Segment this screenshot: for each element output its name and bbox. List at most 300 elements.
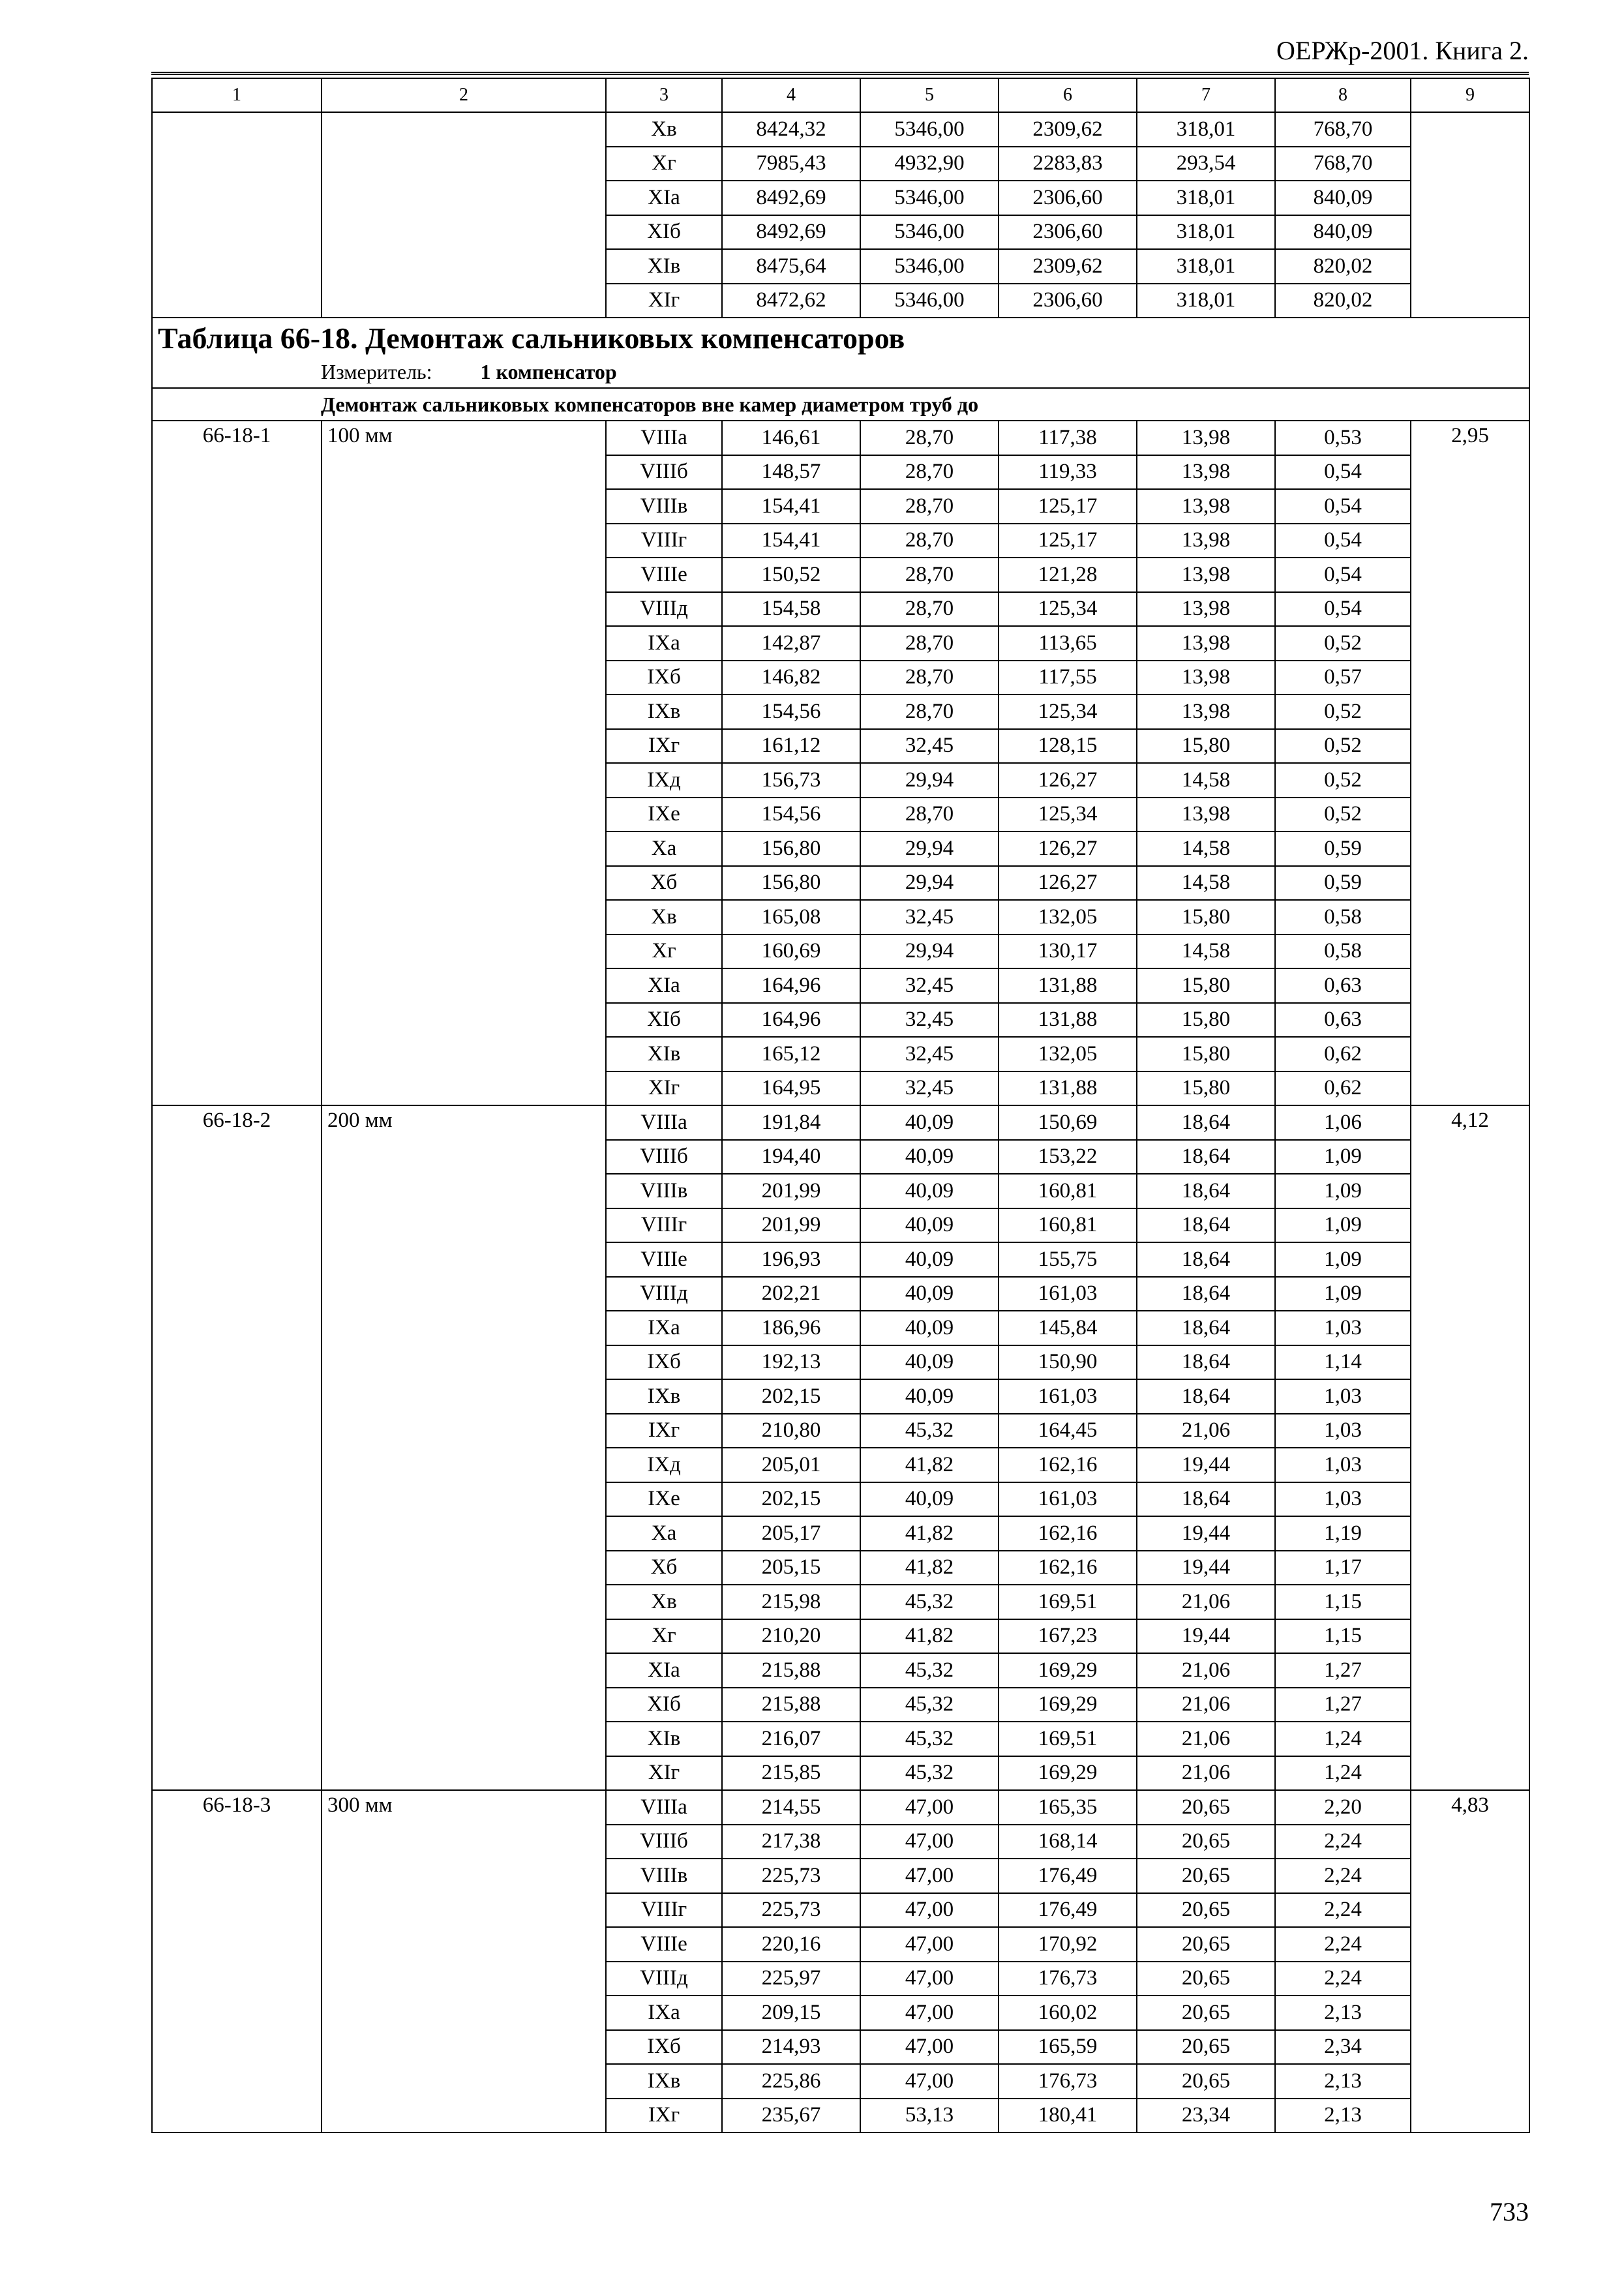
zone-cell: IXa	[606, 1311, 722, 1345]
wages-cell: 41,82	[860, 1516, 999, 1551]
labor-cost-cell: 2,95	[1411, 421, 1529, 1105]
materials-cell: 2,20	[1275, 1790, 1411, 1825]
machines-cell: 126,27	[999, 866, 1137, 901]
zone-cell: VIIIг	[606, 524, 722, 558]
materials-cell: 2,24	[1275, 1893, 1411, 1928]
machines-cell: 176,49	[999, 1859, 1137, 1893]
operator-wages-cell: 20,65	[1137, 1825, 1275, 1859]
materials-cell: 0,57	[1275, 661, 1411, 695]
materials-cell: 0,63	[1275, 968, 1411, 1003]
materials-cell: 1,15	[1275, 1619, 1411, 1654]
operator-wages-cell: 15,80	[1137, 1003, 1275, 1038]
operator-wages-cell: 318,01	[1137, 215, 1275, 250]
zone-cell: XIг	[606, 1756, 722, 1791]
machines-cell: 132,05	[999, 900, 1137, 935]
column-number-cell: 3	[606, 78, 722, 112]
materials-cell: 0,52	[1275, 763, 1411, 798]
total-cost-cell: 215,98	[722, 1585, 860, 1619]
operator-wages-cell: 18,64	[1137, 1105, 1275, 1140]
total-cost-cell: 225,86	[722, 2064, 860, 2099]
total-cost-cell: 142,87	[722, 626, 860, 661]
wages-cell: 28,70	[860, 489, 999, 524]
zone-cell: Xв	[606, 112, 722, 147]
operator-wages-cell: 15,80	[1137, 729, 1275, 764]
table-row	[152, 112, 1529, 147]
zone-cell: VIIIe	[606, 1927, 722, 1962]
operator-wages-cell: 21,06	[1137, 1722, 1275, 1756]
materials-cell: 1,03	[1275, 1448, 1411, 1482]
materials-cell: 820,02	[1275, 284, 1411, 318]
column-number-cell: 7	[1137, 78, 1275, 112]
materials-cell: 0,54	[1275, 455, 1411, 490]
total-cost-cell: 235,67	[722, 2099, 860, 2133]
wages-cell: 47,00	[860, 1825, 999, 1859]
wages-cell: 40,09	[860, 1482, 999, 1517]
zone-cell: VIIIe	[606, 558, 722, 592]
total-cost-cell: 225,97	[722, 1962, 860, 1996]
machines-cell: 2306,60	[999, 181, 1137, 215]
zone-cell: XIa	[606, 181, 722, 215]
operator-wages-cell: 15,80	[1137, 1071, 1275, 1106]
zone-cell: XIa	[606, 1653, 722, 1688]
machines-cell: 117,38	[999, 421, 1137, 455]
total-cost-cell: 148,57	[722, 455, 860, 490]
materials-cell: 1,24	[1275, 1756, 1411, 1791]
materials-cell: 2,34	[1275, 2030, 1411, 2065]
zone-cell: VIIIб	[606, 1825, 722, 1859]
materials-cell: 1,27	[1275, 1688, 1411, 1722]
operator-wages-cell: 20,65	[1137, 1962, 1275, 1996]
wages-cell: 45,32	[860, 1585, 999, 1619]
machines-cell: 180,41	[999, 2099, 1137, 2133]
materials-cell: 0,52	[1275, 626, 1411, 661]
materials-cell: 2,24	[1275, 1859, 1411, 1893]
operator-wages-cell: 13,98	[1137, 626, 1275, 661]
header-divider	[151, 72, 1529, 75]
total-cost-cell: 161,12	[722, 729, 860, 764]
machines-cell: 126,27	[999, 763, 1137, 798]
total-cost-cell: 146,61	[722, 421, 860, 455]
materials-cell: 1,17	[1275, 1551, 1411, 1585]
wages-cell: 29,94	[860, 763, 999, 798]
wages-cell: 47,00	[860, 1927, 999, 1962]
total-cost-cell: 225,73	[722, 1859, 860, 1893]
total-cost-cell: 8492,69	[722, 215, 860, 250]
operator-wages-cell: 20,65	[1137, 1859, 1275, 1893]
machines-cell: 161,03	[999, 1482, 1137, 1517]
wages-cell: 45,32	[860, 1722, 999, 1756]
materials-cell: 0,58	[1275, 900, 1411, 935]
materials-cell: 1,06	[1275, 1105, 1411, 1140]
materials-cell: 1,09	[1275, 1174, 1411, 1208]
zone-cell: Xв	[606, 1585, 722, 1619]
machines-cell: 161,03	[999, 1379, 1137, 1414]
norm-code-cell: 66-18-1	[152, 421, 322, 1105]
total-cost-cell: 205,01	[722, 1448, 860, 1482]
machines-cell: 131,88	[999, 1003, 1137, 1038]
zone-cell: IXe	[606, 1482, 722, 1517]
machines-cell: 2306,60	[999, 215, 1137, 250]
materials-cell: 0,53	[1275, 421, 1411, 455]
operator-wages-cell: 14,58	[1137, 866, 1275, 901]
operator-wages-cell: 293,54	[1137, 147, 1275, 181]
total-cost-cell: 8472,62	[722, 284, 860, 318]
zone-cell: IXб	[606, 661, 722, 695]
materials-cell: 1,03	[1275, 1379, 1411, 1414]
zone-cell: VIIIв	[606, 1859, 722, 1893]
machines-cell: 161,03	[999, 1277, 1137, 1311]
operator-wages-cell: 19,44	[1137, 1619, 1275, 1654]
total-cost-cell: 154,56	[722, 798, 860, 832]
zone-cell: VIIIг	[606, 1893, 722, 1928]
materials-cell: 2,13	[1275, 2064, 1411, 2099]
operator-wages-cell: 318,01	[1137, 112, 1275, 147]
wages-cell: 28,70	[860, 421, 999, 455]
materials-cell: 0,54	[1275, 489, 1411, 524]
wages-cell: 32,45	[860, 1003, 999, 1038]
machines-cell: 165,59	[999, 2030, 1137, 2065]
operator-wages-cell: 19,44	[1137, 1551, 1275, 1585]
materials-cell: 1,15	[1275, 1585, 1411, 1619]
wages-cell: 28,70	[860, 455, 999, 490]
materials-cell: 768,70	[1275, 112, 1411, 147]
operator-wages-cell: 18,64	[1137, 1208, 1275, 1243]
operator-wages-cell: 13,98	[1137, 695, 1275, 729]
wages-cell: 40,09	[860, 1208, 999, 1243]
zone-cell: IXe	[606, 798, 722, 832]
zone-cell: VIIIa	[606, 1790, 722, 1825]
total-cost-cell: 164,95	[722, 1071, 860, 1106]
materials-cell: 2,24	[1275, 1825, 1411, 1859]
materials-cell: 840,09	[1275, 215, 1411, 250]
zone-cell: Xг	[606, 935, 722, 969]
machines-cell: 150,90	[999, 1345, 1137, 1380]
total-cost-cell: 215,85	[722, 1756, 860, 1791]
measure-unit: 1 компенсатор	[480, 360, 617, 383]
total-cost-cell: 192,13	[722, 1345, 860, 1380]
wages-cell: 32,45	[860, 1037, 999, 1071]
wages-cell: 5346,00	[860, 249, 999, 284]
wages-cell: 40,09	[860, 1379, 999, 1414]
operator-wages-cell: 15,80	[1137, 968, 1275, 1003]
zone-cell: IXв	[606, 695, 722, 729]
machines-cell: 119,33	[999, 455, 1137, 490]
total-cost-cell: 202,15	[722, 1482, 860, 1517]
wages-cell: 5346,00	[860, 181, 999, 215]
operator-wages-cell: 18,64	[1137, 1242, 1275, 1277]
materials-cell: 840,09	[1275, 181, 1411, 215]
machines-cell: 160,02	[999, 1996, 1137, 2030]
total-cost-cell: 156,80	[722, 831, 860, 866]
operator-wages-cell: 18,64	[1137, 1379, 1275, 1414]
total-cost-cell: 160,69	[722, 935, 860, 969]
machines-cell: 170,92	[999, 1927, 1137, 1962]
zone-cell: IXд	[606, 763, 722, 798]
zone-cell: IXв	[606, 2064, 722, 2099]
materials-cell: 0,52	[1275, 729, 1411, 764]
machines-cell: 150,69	[999, 1105, 1137, 1140]
column-number-cell: 5	[860, 78, 999, 112]
wages-cell: 40,09	[860, 1345, 999, 1380]
materials-cell: 0,52	[1275, 798, 1411, 832]
zone-cell: IXг	[606, 1414, 722, 1448]
operator-wages-cell: 19,44	[1137, 1448, 1275, 1482]
operator-wages-cell: 18,64	[1137, 1277, 1275, 1311]
zone-cell: VIIIд	[606, 592, 722, 627]
zone-cell: IXд	[606, 1448, 722, 1482]
operator-wages-cell: 13,98	[1137, 661, 1275, 695]
machines-cell: 160,81	[999, 1174, 1137, 1208]
wages-cell: 47,00	[860, 1996, 999, 2030]
machines-cell: 169,29	[999, 1756, 1137, 1791]
table-row	[152, 421, 1529, 455]
operator-wages-cell: 20,65	[1137, 2064, 1275, 2099]
wages-cell: 28,70	[860, 695, 999, 729]
zone-cell: Xг	[606, 1619, 722, 1654]
machines-cell: 130,17	[999, 935, 1137, 969]
machines-cell: 113,65	[999, 626, 1137, 661]
machines-cell: 162,16	[999, 1516, 1137, 1551]
zone-cell: XIв	[606, 249, 722, 284]
operator-wages-cell: 14,58	[1137, 935, 1275, 969]
machines-cell: 125,34	[999, 695, 1137, 729]
machines-cell: 169,29	[999, 1653, 1137, 1688]
zone-cell: IXг	[606, 2099, 722, 2133]
total-cost-cell: 214,93	[722, 2030, 860, 2065]
wages-cell: 32,45	[860, 1071, 999, 1106]
total-cost-cell: 194,40	[722, 1140, 860, 1174]
wages-cell: 29,94	[860, 935, 999, 969]
zone-cell: VIIIa	[606, 1105, 722, 1140]
wages-cell: 47,00	[860, 1893, 999, 1928]
total-cost-cell: 225,73	[722, 1893, 860, 1928]
operator-wages-cell: 18,64	[1137, 1311, 1275, 1345]
operator-wages-cell: 13,98	[1137, 524, 1275, 558]
machines-cell: 169,51	[999, 1722, 1137, 1756]
wages-cell: 45,32	[860, 1414, 999, 1448]
wages-cell: 28,70	[860, 661, 999, 695]
total-cost-cell: 215,88	[722, 1688, 860, 1722]
total-cost-cell: 201,99	[722, 1174, 860, 1208]
operator-wages-cell: 318,01	[1137, 249, 1275, 284]
operator-wages-cell: 21,06	[1137, 1688, 1275, 1722]
wages-cell: 28,70	[860, 592, 999, 627]
table-subtitle: Демонтаж сальниковых компенсаторов вне камер диаметром труб до	[321, 392, 979, 416]
wages-cell: 53,13	[860, 2099, 999, 2133]
materials-cell: 0,62	[1275, 1071, 1411, 1106]
column-numbers-row	[152, 78, 1529, 112]
zone-cell: Xa	[606, 1516, 722, 1551]
table-row	[152, 1790, 1529, 1825]
machines-cell: 125,17	[999, 524, 1137, 558]
wages-cell: 40,09	[860, 1311, 999, 1345]
operator-wages-cell: 21,06	[1137, 1414, 1275, 1448]
column-number-cell: 2	[322, 78, 606, 112]
zone-cell: VIIIб	[606, 455, 722, 490]
operator-wages-cell: 21,06	[1137, 1756, 1275, 1791]
zone-cell: Xб	[606, 1551, 722, 1585]
machines-cell: 164,45	[999, 1414, 1137, 1448]
materials-cell: 0,58	[1275, 935, 1411, 969]
operator-wages-cell: 14,58	[1137, 831, 1275, 866]
machines-cell: 162,16	[999, 1551, 1137, 1585]
zone-cell: IXa	[606, 1996, 722, 2030]
total-cost-cell: 201,99	[722, 1208, 860, 1243]
wages-cell: 29,94	[860, 866, 999, 901]
norm-description-cell: 100 мм	[322, 421, 606, 1105]
operator-wages-cell: 21,06	[1137, 1585, 1275, 1619]
materials-cell: 1,09	[1275, 1208, 1411, 1243]
zone-cell: Xг	[606, 147, 722, 181]
materials-cell: 2,13	[1275, 1996, 1411, 2030]
wages-cell: 40,09	[860, 1174, 999, 1208]
measure-row	[152, 357, 1529, 388]
total-cost-cell: 154,41	[722, 489, 860, 524]
materials-cell: 0,54	[1275, 558, 1411, 592]
materials-cell: 0,54	[1275, 592, 1411, 627]
zone-cell: XIб	[606, 215, 722, 250]
zone-cell: VIIIд	[606, 1962, 722, 1996]
materials-cell: 1,09	[1275, 1140, 1411, 1174]
materials-cell: 1,09	[1275, 1277, 1411, 1311]
machines-cell: 117,55	[999, 661, 1137, 695]
total-cost-cell: 217,38	[722, 1825, 860, 1859]
materials-cell: 2,13	[1275, 2099, 1411, 2133]
total-cost-cell: 210,20	[722, 1619, 860, 1654]
zone-cell: Xв	[606, 900, 722, 935]
labor-cell	[1411, 112, 1529, 318]
machines-cell: 126,27	[999, 831, 1137, 866]
total-cost-cell: 165,12	[722, 1037, 860, 1071]
zone-cell: VIIIe	[606, 1242, 722, 1277]
zone-cell: Xб	[606, 866, 722, 901]
total-cost-cell: 202,15	[722, 1379, 860, 1414]
wages-cell: 41,82	[860, 1551, 999, 1585]
total-cost-cell: 146,82	[722, 661, 860, 695]
total-cost-cell: 220,16	[722, 1927, 860, 1962]
machines-cell: 169,51	[999, 1585, 1137, 1619]
total-cost-cell: 150,52	[722, 558, 860, 592]
machines-cell: 2283,83	[999, 147, 1137, 181]
materials-cell: 0,52	[1275, 695, 1411, 729]
machines-cell: 168,14	[999, 1825, 1137, 1859]
materials-cell: 1,27	[1275, 1653, 1411, 1688]
zone-cell: XIг	[606, 1071, 722, 1106]
total-cost-cell: 191,84	[722, 1105, 860, 1140]
materials-cell: 0,59	[1275, 831, 1411, 866]
operator-wages-cell: 18,64	[1137, 1345, 1275, 1380]
measure-cell	[152, 357, 1529, 388]
labor-cost-cell: 4,12	[1411, 1105, 1529, 1790]
total-cost-cell: 216,07	[722, 1722, 860, 1756]
zone-cell: VIIIa	[606, 421, 722, 455]
zone-cell: IXв	[606, 1379, 722, 1414]
machines-cell: 167,23	[999, 1619, 1137, 1654]
total-cost-cell: 154,58	[722, 592, 860, 627]
materials-cell: 2,24	[1275, 1962, 1411, 1996]
wages-cell: 29,94	[860, 831, 999, 866]
total-cost-cell: 164,96	[722, 968, 860, 1003]
document-header-title: ОЕРЖр-2001. Книга 2.	[1276, 36, 1529, 65]
wages-cell: 47,00	[860, 2064, 999, 2099]
description-cell	[322, 112, 606, 318]
norm-description-cell: 200 мм	[322, 1105, 606, 1790]
total-cost-cell: 209,15	[722, 1996, 860, 2030]
total-cost-cell: 205,15	[722, 1551, 860, 1585]
zone-cell: IXб	[606, 1345, 722, 1380]
operator-wages-cell: 318,01	[1137, 181, 1275, 215]
operator-wages-cell: 20,65	[1137, 2030, 1275, 2065]
wages-cell: 5346,00	[860, 112, 999, 147]
subtitle-cell	[152, 388, 1529, 421]
total-cost-cell: 154,41	[722, 524, 860, 558]
materials-cell: 2,24	[1275, 1927, 1411, 1962]
machines-cell: 121,28	[999, 558, 1137, 592]
machines-cell: 131,88	[999, 968, 1137, 1003]
materials-cell: 1,24	[1275, 1722, 1411, 1756]
machines-cell: 176,73	[999, 2064, 1137, 2099]
operator-wages-cell: 20,65	[1137, 1893, 1275, 1928]
page-number: 733	[1490, 2197, 1529, 2226]
operator-wages-cell: 20,65	[1137, 1927, 1275, 1962]
total-cost-cell: 8475,64	[722, 249, 860, 284]
operator-wages-cell: 15,80	[1137, 900, 1275, 935]
materials-cell: 0,59	[1275, 866, 1411, 901]
materials-cell: 0,62	[1275, 1037, 1411, 1071]
materials-cell: 1,03	[1275, 1482, 1411, 1517]
zone-cell: VIIIв	[606, 1174, 722, 1208]
wages-cell: 47,00	[860, 2030, 999, 2065]
machines-cell: 145,84	[999, 1311, 1137, 1345]
machines-cell: 125,34	[999, 592, 1137, 627]
total-cost-cell: 154,56	[722, 695, 860, 729]
wages-cell: 28,70	[860, 626, 999, 661]
total-cost-cell: 205,17	[722, 1516, 860, 1551]
wages-cell: 28,70	[860, 798, 999, 832]
wages-cell: 45,32	[860, 1756, 999, 1791]
operator-wages-cell: 13,98	[1137, 798, 1275, 832]
wages-cell: 28,70	[860, 558, 999, 592]
wages-cell: 47,00	[860, 1859, 999, 1893]
wages-cell: 45,32	[860, 1653, 999, 1688]
operator-wages-cell: 318,01	[1137, 284, 1275, 318]
operator-wages-cell: 19,44	[1137, 1516, 1275, 1551]
operator-wages-cell: 13,98	[1137, 489, 1275, 524]
wages-cell: 40,09	[860, 1105, 999, 1140]
operator-wages-cell: 13,98	[1137, 421, 1275, 455]
wages-cell: 32,45	[860, 900, 999, 935]
machines-cell: 132,05	[999, 1037, 1137, 1071]
machines-cell: 176,73	[999, 1962, 1137, 1996]
machines-cell: 176,49	[999, 1893, 1137, 1928]
zone-cell: IXa	[606, 626, 722, 661]
machines-cell: 128,15	[999, 729, 1137, 764]
materials-cell: 820,02	[1275, 249, 1411, 284]
machines-cell: 131,88	[999, 1071, 1137, 1106]
norm-code-cell: 66-18-3	[152, 1790, 322, 2132]
total-cost-cell: 164,96	[722, 1003, 860, 1038]
zone-cell: IXб	[606, 2030, 722, 2065]
materials-cell: 1,19	[1275, 1516, 1411, 1551]
operator-wages-cell: 18,64	[1137, 1140, 1275, 1174]
materials-cell: 1,03	[1275, 1311, 1411, 1345]
total-cost-cell: 8424,32	[722, 112, 860, 147]
operator-wages-cell: 20,65	[1137, 1790, 1275, 1825]
table-title: Таблица 66-18. Демонтаж сальниковых компенсаторов	[152, 318, 1529, 357]
zone-cell: VIIIд	[606, 1277, 722, 1311]
column-number-cell: 4	[722, 78, 860, 112]
total-cost-cell: 196,93	[722, 1242, 860, 1277]
